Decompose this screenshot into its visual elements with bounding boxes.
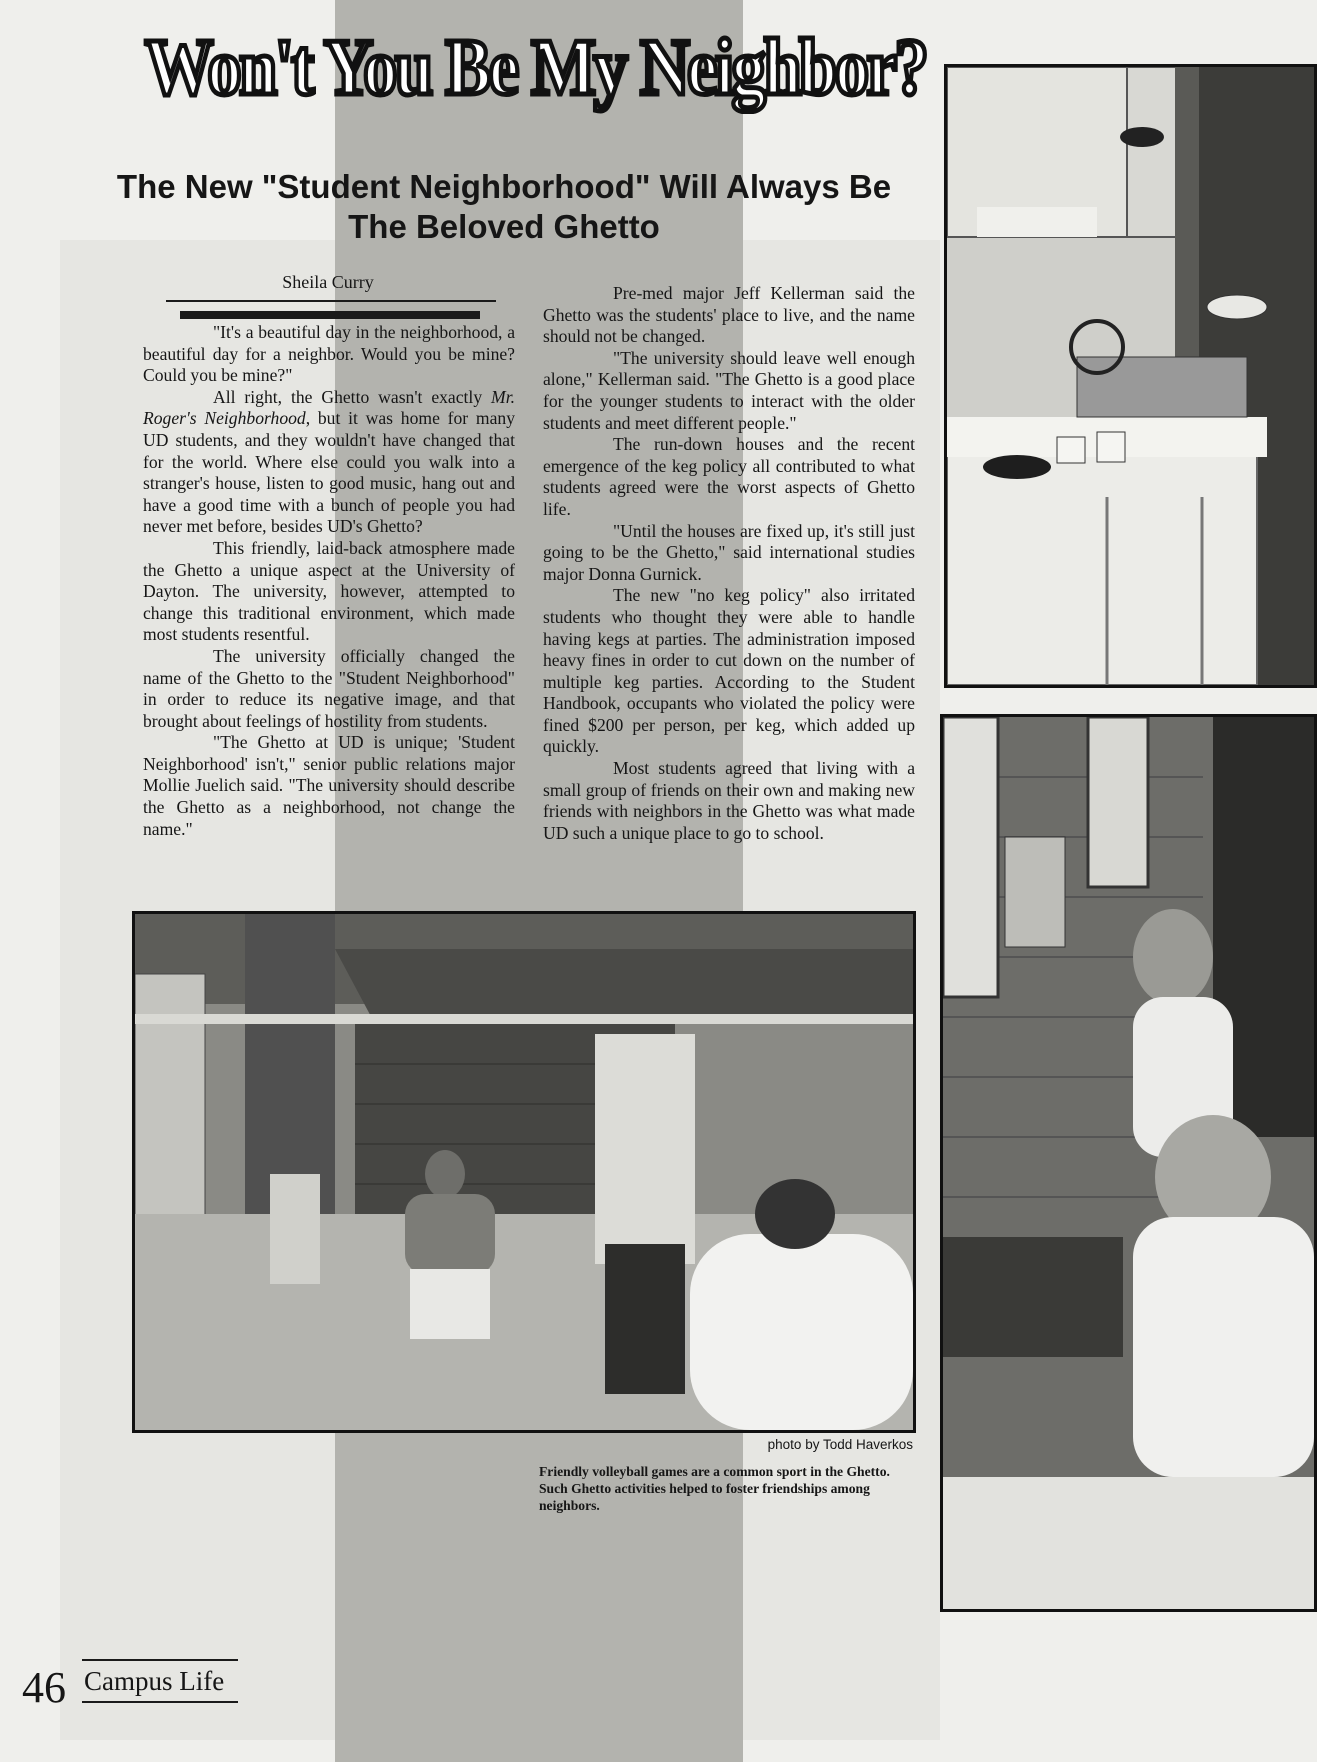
paragraph: The new "no keg policy" also irritated students who thought they were able to handle having kegs at parties. The administration imposed heavy fines in order to cut down on the number of multiple keg parties. According to the Student Handbook, occupants who violated the policy were fined $200 per person, per keg, which added up quickly. [543, 585, 915, 757]
paragraph: "The university should leave well enough alone," Kellerman said. "The Ghetto is a good place for the younger students to interact with the older students and meet different people." [543, 347, 915, 433]
section-title: Campus Life [84, 1666, 225, 1696]
show-title: Mr. Roger's Neighborhood [143, 386, 515, 429]
folio-rule [82, 1659, 238, 1661]
page-number: 46 [22, 1663, 66, 1712]
byline: Sheila Curry [282, 272, 374, 292]
kitchen-photo [944, 64, 1317, 688]
volleyball-photo [132, 911, 916, 1433]
photo-credit: photo by Todd Haverkos [767, 1437, 913, 1452]
paragraph: Most students agreed that living with a small group of friends on their own and making new friends with neighbors in the Ghetto was what made UD such a unique place to go to school. [543, 758, 915, 843]
paragraph: All right, the Ghetto wasn't exactly Mr. Roger's Neighborhood, but it was home for many UD students, and they wouldn't have changed that for the world. Where else could you walk into a stranger's house, listen to good music, hang out and have a good time with a bunch of people you had never met before, besides UD's Ghetto? [143, 386, 516, 537]
paragraph: This friendly, laid-back atmosphere made the Ghetto a unique aspect at the University of Dayton. The university, however, attempted to change this traditional environment, which made most students resentful. [143, 537, 515, 645]
article-column-left [143, 322, 515, 840]
paragraph: "The Ghetto at UD is unique; 'Student Neighborhood' isn't," senior public relations major Mollie Juelich said. "The university should describe the Ghetto as a neighborhood, not change the name." [143, 732, 515, 839]
folio-rule [82, 1701, 238, 1703]
headline: Won't You Be My Neighbor? [144, 24, 927, 112]
paragraph: Pre-med major Jeff Kellerman said the Ghetto was the students' place to live, and the name should not be changed. [543, 283, 915, 347]
subheadline: The New "Student Neighborhood" Will Always Be The Beloved Ghetto [116, 168, 892, 245]
article-column-right [543, 283, 915, 844]
paragraph: "It's a beautiful day in the neighborhood, a beautiful day for a neighbor. Would you be mine? Could you be mine?" [143, 322, 515, 386]
byline-rule-bold [180, 311, 480, 319]
neighbors-photo [940, 714, 1317, 1612]
paragraph: The run-down houses and the recent emergence of the keg policy all contributed to what students agreed were the worst aspects of Ghetto life. [543, 434, 915, 519]
paragraph: The university officially changed the name of the Ghetto to the "Student Neighborhood" in order to reduce its negative image, and that brought about feelings of hostility from students. [143, 645, 515, 731]
byline-rule [166, 300, 496, 302]
photo-caption: Friendly volleyball games are a common sport in the Ghetto. Such Ghetto activities helped to foster friendships among neighbors. [539, 1464, 890, 1513]
paragraph: "Until the houses are fixed up, it's still just going to be the Ghetto," said international studies major Donna Gurnick. [543, 520, 915, 584]
